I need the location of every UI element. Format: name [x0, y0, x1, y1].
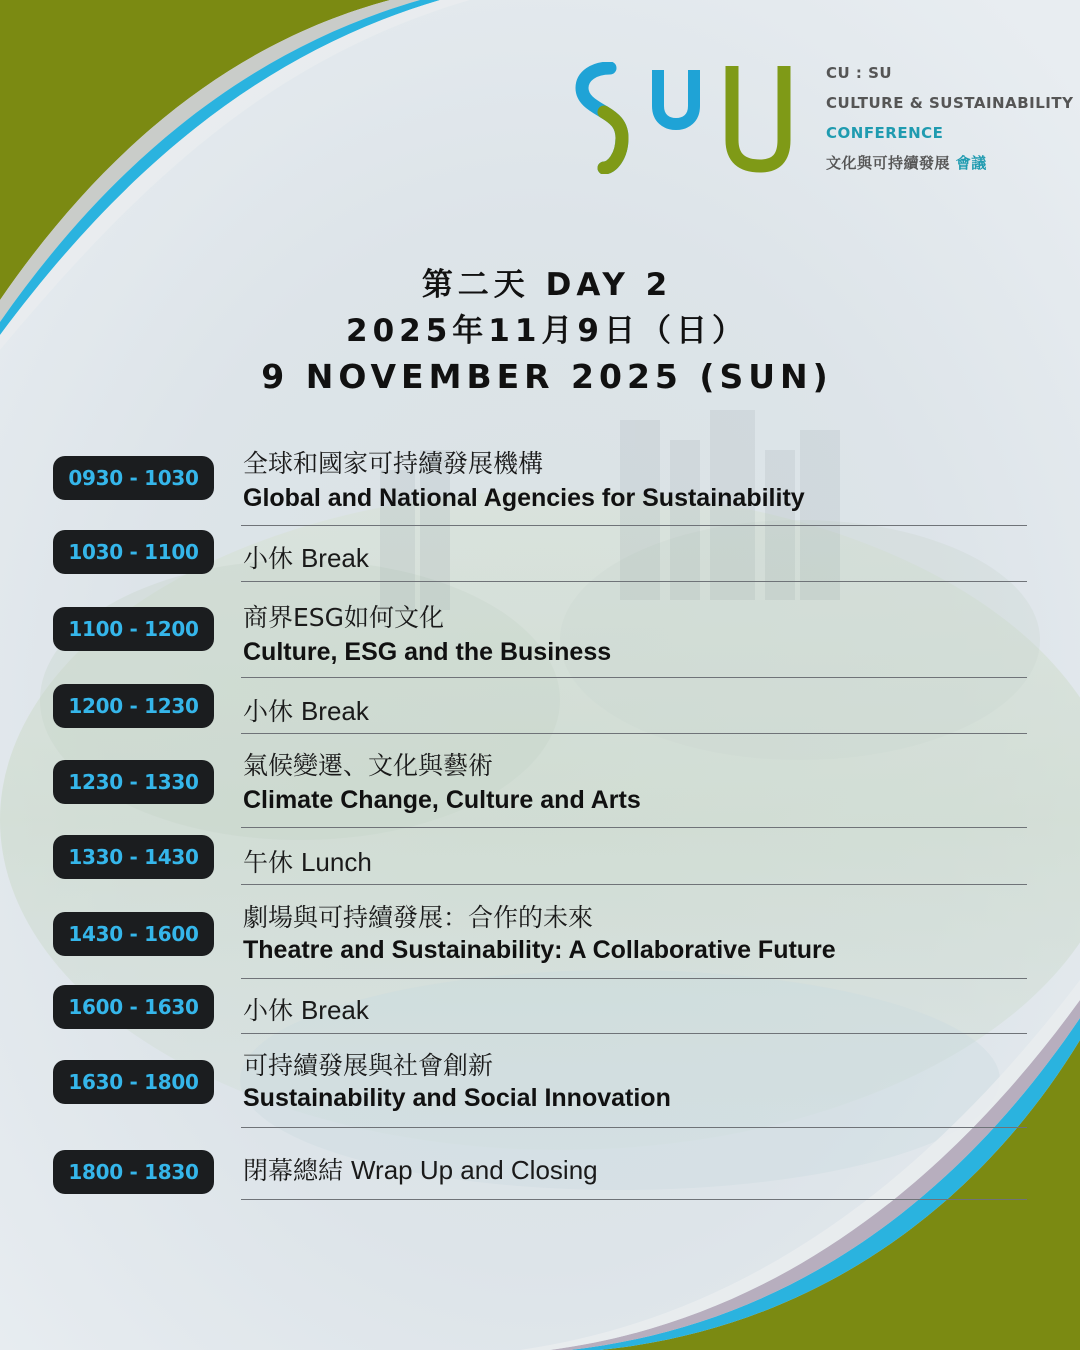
logo-chinese-main: 文化與可持續發展 [826, 154, 951, 172]
session-title-zh: 劇場與可持續發展：合作的未來 [243, 903, 594, 932]
logo-line-cusu: CU : SU [826, 64, 893, 82]
session-title [243, 539, 369, 575]
time-pill: 1800 - 1830 [53, 1150, 214, 1194]
row-divider [241, 978, 1027, 979]
lunch-label-en: Lunch [300, 847, 372, 877]
conference-logo [574, 62, 1074, 177]
session-title-en: Theatre and Sustainability: A Collaborative Future [243, 936, 836, 964]
logo-line-conference: CONFERENCE [826, 124, 944, 142]
time-pill: 0930 - 1030 [53, 456, 214, 500]
break-label-zh: 小休 [243, 697, 294, 726]
day-heading [0, 262, 1080, 400]
session-title [243, 991, 369, 1027]
time-pill: 1330 - 1430 [53, 835, 214, 879]
logo-wordmark [826, 62, 1073, 182]
time-pill: 1230 - 1330 [53, 760, 214, 804]
session-title-zh: 商界ESG如何文化 [243, 603, 445, 632]
row-divider [241, 1033, 1027, 1034]
break-label-zh: 小休 [243, 544, 294, 573]
time-pill: 1430 - 1600 [53, 912, 214, 956]
suu-logo-mark [574, 62, 794, 174]
row-divider [241, 1127, 1027, 1128]
lunch-label-zh: 午休 [243, 848, 294, 877]
break-label-en: Break [300, 543, 369, 573]
session-title-en: Culture, ESG and the Business [243, 638, 612, 666]
session-title [243, 843, 372, 879]
logo-chinese-highlight: 會議 [955, 154, 987, 172]
session-title-en: Sustainability and Social Innovation [243, 1084, 671, 1112]
time-pill: 1630 - 1800 [53, 1060, 214, 1104]
session-title [243, 692, 369, 728]
row-divider [241, 1199, 1027, 1200]
time-pill: 1030 - 1100 [53, 530, 214, 574]
break-label-zh: 小休 [243, 996, 294, 1025]
row-divider [241, 884, 1027, 885]
break-label-en: Break [300, 696, 369, 726]
row-divider [241, 581, 1027, 582]
session-title [243, 1151, 598, 1187]
logo-line-chinese [826, 152, 1073, 182]
closing-label-en: Wrap Up and Closing [350, 1155, 598, 1185]
break-label-en: Break [300, 995, 369, 1025]
session-title-zh: 氣候變遷、文化與藝術 [243, 751, 494, 780]
row-divider [241, 733, 1027, 734]
time-pill: 1100 - 1200 [53, 607, 214, 651]
row-divider [241, 827, 1027, 828]
time-pill: 1600 - 1630 [53, 985, 214, 1029]
time-pill: 1200 - 1230 [53, 684, 214, 728]
session-title-en: Global and National Agencies for Sustainability [243, 484, 805, 512]
heading-date-en: 9 NOVEMBER 2025 (SUN) [261, 357, 833, 396]
closing-label-zh: 閉幕總結 [243, 1156, 344, 1185]
session-title-zh: 全球和國家可持續發展機構 [243, 449, 544, 478]
heading-day: 第二天 DAY 2 [421, 267, 673, 303]
heading-date-zh: 2025年11月9日（日） [346, 313, 748, 349]
session-title-zh: 可持續發展與社會創新 [243, 1051, 494, 1080]
row-divider [241, 525, 1027, 526]
session-title-en: Climate Change, Culture and Arts [243, 786, 641, 814]
row-divider [241, 677, 1027, 678]
logo-line-culture: CULTURE & SUSTAINABILITY [826, 94, 1074, 112]
